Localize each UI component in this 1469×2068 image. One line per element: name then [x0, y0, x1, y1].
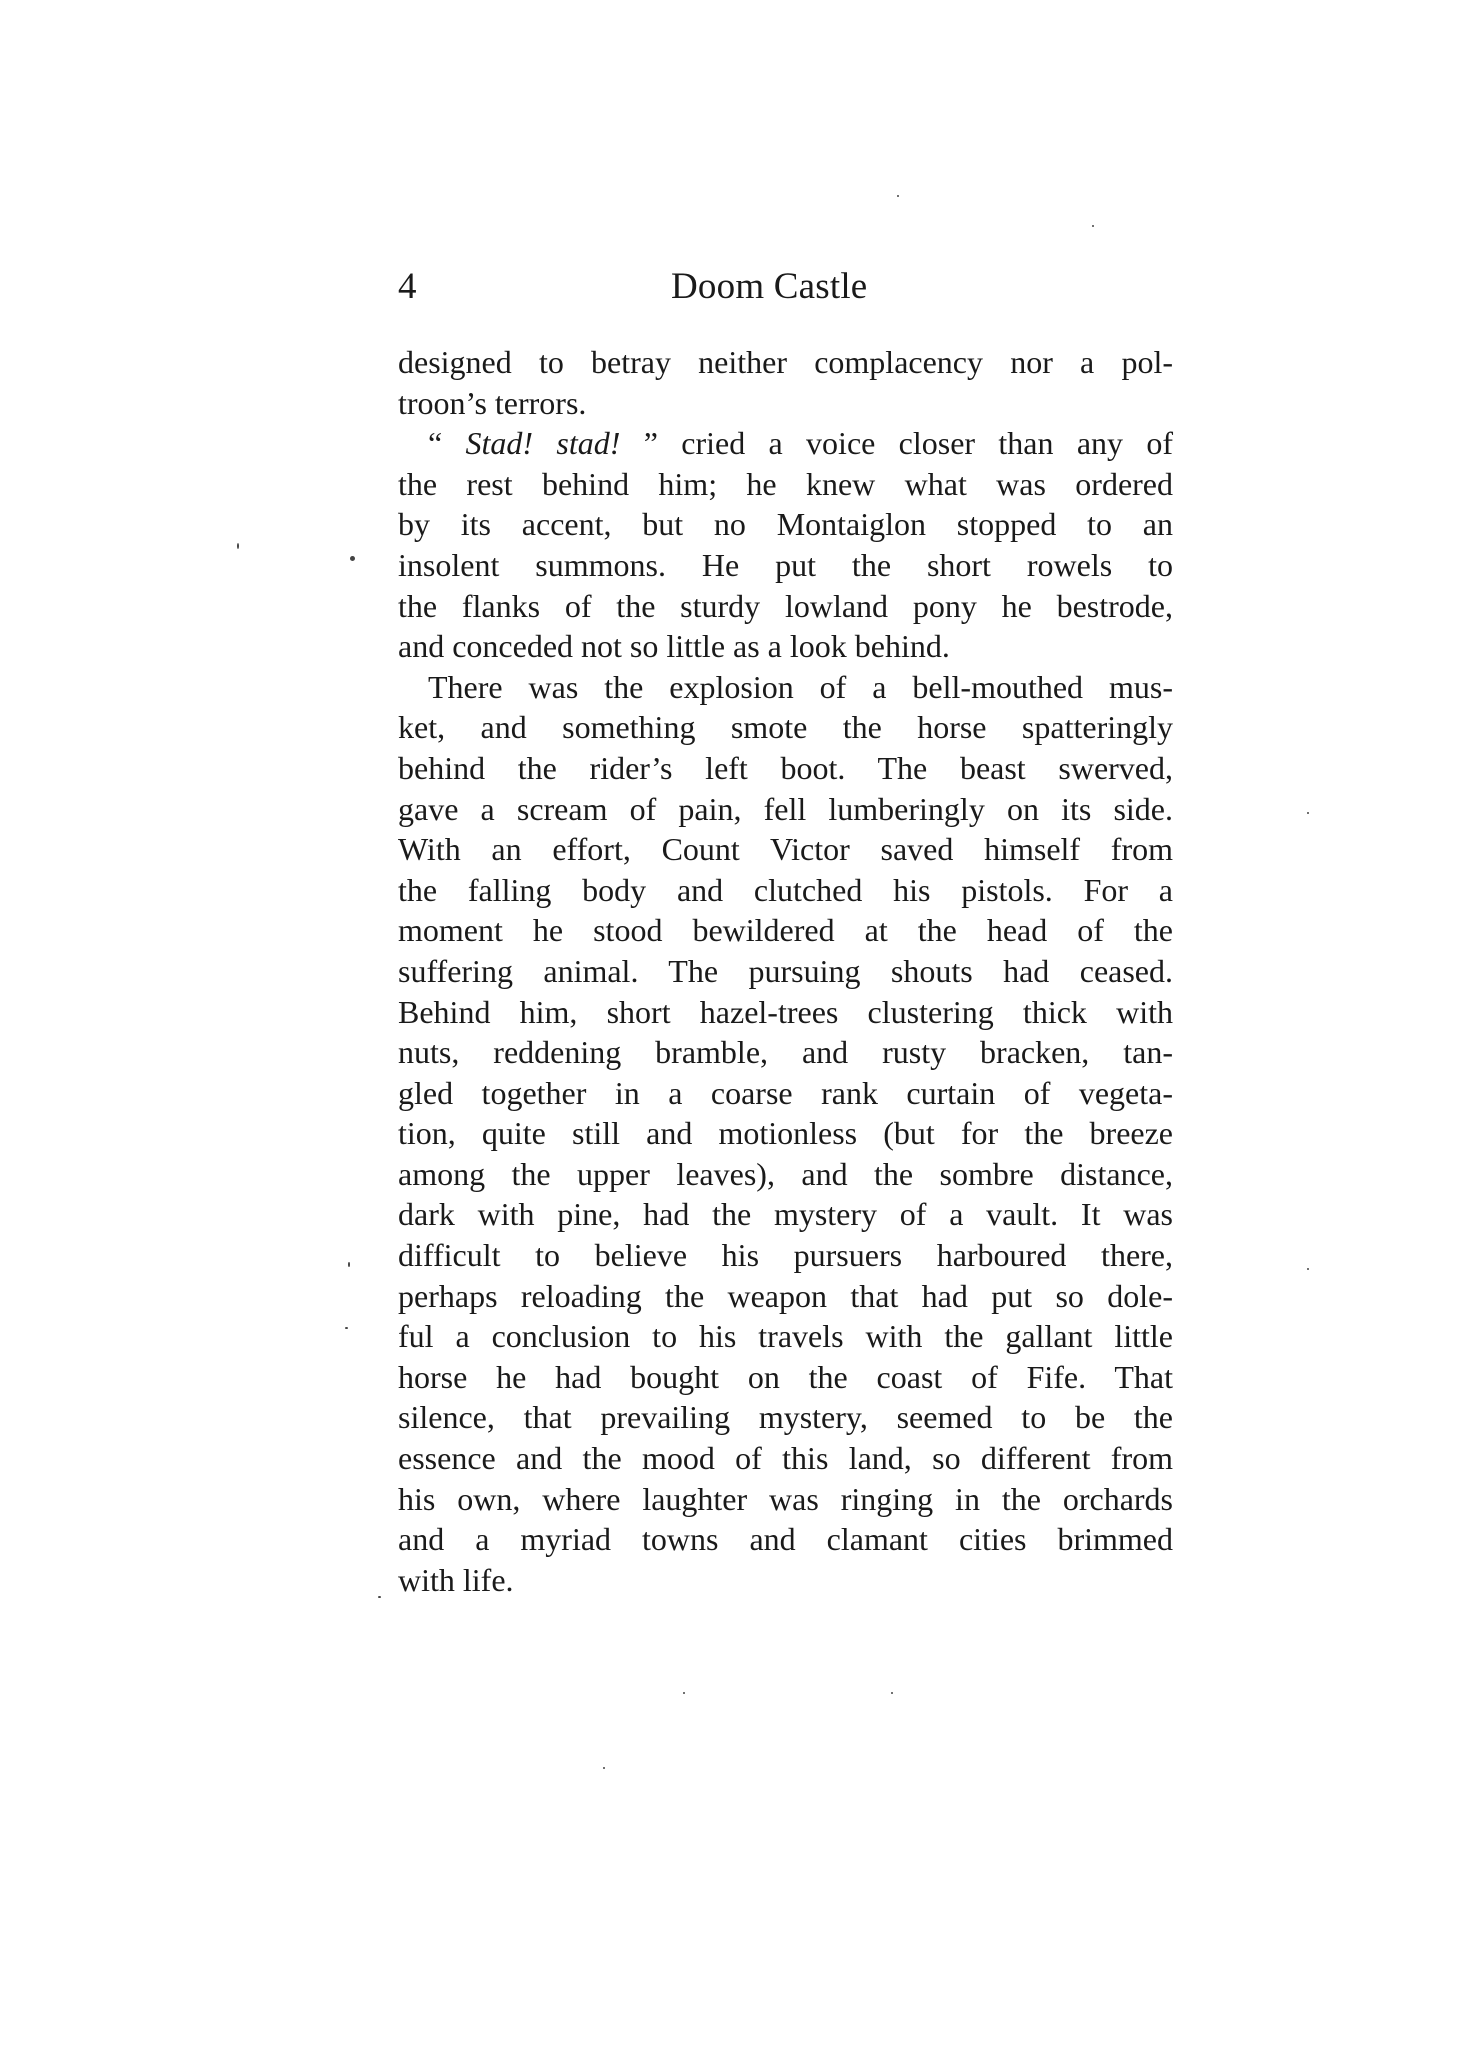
text-line: among the upper leaves), and the sombre distance,: [398, 1155, 1173, 1192]
text-line: gave a scream of pain, fell lumberingly on its side.: [398, 790, 1173, 827]
page-header: [398, 262, 1173, 312]
text-line: [398, 423, 1173, 464]
scan-speck: [378, 1596, 381, 1598]
text-line: ful a conclusion to his travels with the gallant little: [398, 1318, 1173, 1355]
text-line: ket, and something smote the horse spatteringly: [398, 709, 1173, 746]
scan-speck: [897, 195, 899, 197]
open-quote: “: [428, 425, 466, 462]
text-line: With an effort, Count Victor saved himself from: [398, 831, 1173, 868]
body-text: [398, 342, 1173, 1600]
text-line: and conceded not so little as a look behind.: [398, 628, 950, 665]
scan-speck: [348, 1262, 350, 1267]
text-line: difficult to believe his pursuers harboured there,: [398, 1237, 1173, 1274]
text-line: the rest behind him; he knew what was ordered: [398, 465, 1173, 502]
page-number: 4: [398, 266, 417, 307]
text-line: behind the rider’s left boot. The beast swerved,: [398, 749, 1173, 786]
text-line: tion, quite still and motionless (but for the breeze: [398, 1115, 1173, 1152]
text-line: perhaps reloading the weapon that had put so dole-: [398, 1277, 1173, 1314]
scan-speck: [1092, 225, 1094, 227]
scan-speck: [603, 1767, 605, 1769]
text-line: insolent summons. He put the short rowels to: [398, 546, 1173, 583]
text-line: and a myriad towns and clamant cities brimmed: [398, 1521, 1173, 1558]
scan-speck: [1307, 1268, 1309, 1270]
scan-speck: [345, 1327, 348, 1329]
text-line: gled together in a coarse rank curtain of vegeta-: [398, 1074, 1173, 1111]
text-line: nuts, reddening bramble, and rusty bracken, tan-: [398, 1034, 1173, 1071]
text-line: essence and the mood of this land, so different from: [398, 1440, 1173, 1477]
text-line: moment he stood bewildered at the head of the: [398, 912, 1173, 949]
line-remainder: ” cried a voice closer than any of: [620, 425, 1174, 462]
scan-speck: [350, 556, 355, 561]
text-line: Behind him, short hazel-trees clustering thick with: [398, 993, 1173, 1030]
text-line: dark with pine, had the mystery of a vault. It was: [398, 1196, 1173, 1233]
text-line: the falling body and clutched his pistols. For a: [398, 871, 1173, 908]
scan-speck: [683, 1692, 685, 1694]
scan-speck: [891, 1692, 893, 1694]
text-line: the flanks of the sturdy lowland pony he bestrode,: [398, 587, 1173, 624]
text-line: horse he had bought on the coast of Fife. That: [398, 1358, 1173, 1395]
scan-speck: [1307, 812, 1309, 814]
italic-exclamation: Stad! stad!: [465, 425, 621, 462]
text-line: designed to betray neither complacency nor a pol-: [398, 344, 1173, 380]
text-line: with life.: [398, 1561, 514, 1598]
text-line: by its accent, but no Montaiglon stopped to an: [398, 506, 1173, 543]
text-line: his own, where laughter was ringing in the orchards: [398, 1480, 1173, 1517]
text-line: suffering animal. The pursuing shouts had ceased.: [398, 952, 1173, 989]
running-title: Doom Castle: [671, 266, 868, 307]
text-line: There was the explosion of a bell-mouthed mus-: [428, 668, 1173, 705]
text-line: silence, that prevailing mystery, seemed to be the: [398, 1399, 1173, 1436]
scan-speck: [237, 543, 239, 549]
text-line: troon’s terrors.: [398, 384, 587, 421]
